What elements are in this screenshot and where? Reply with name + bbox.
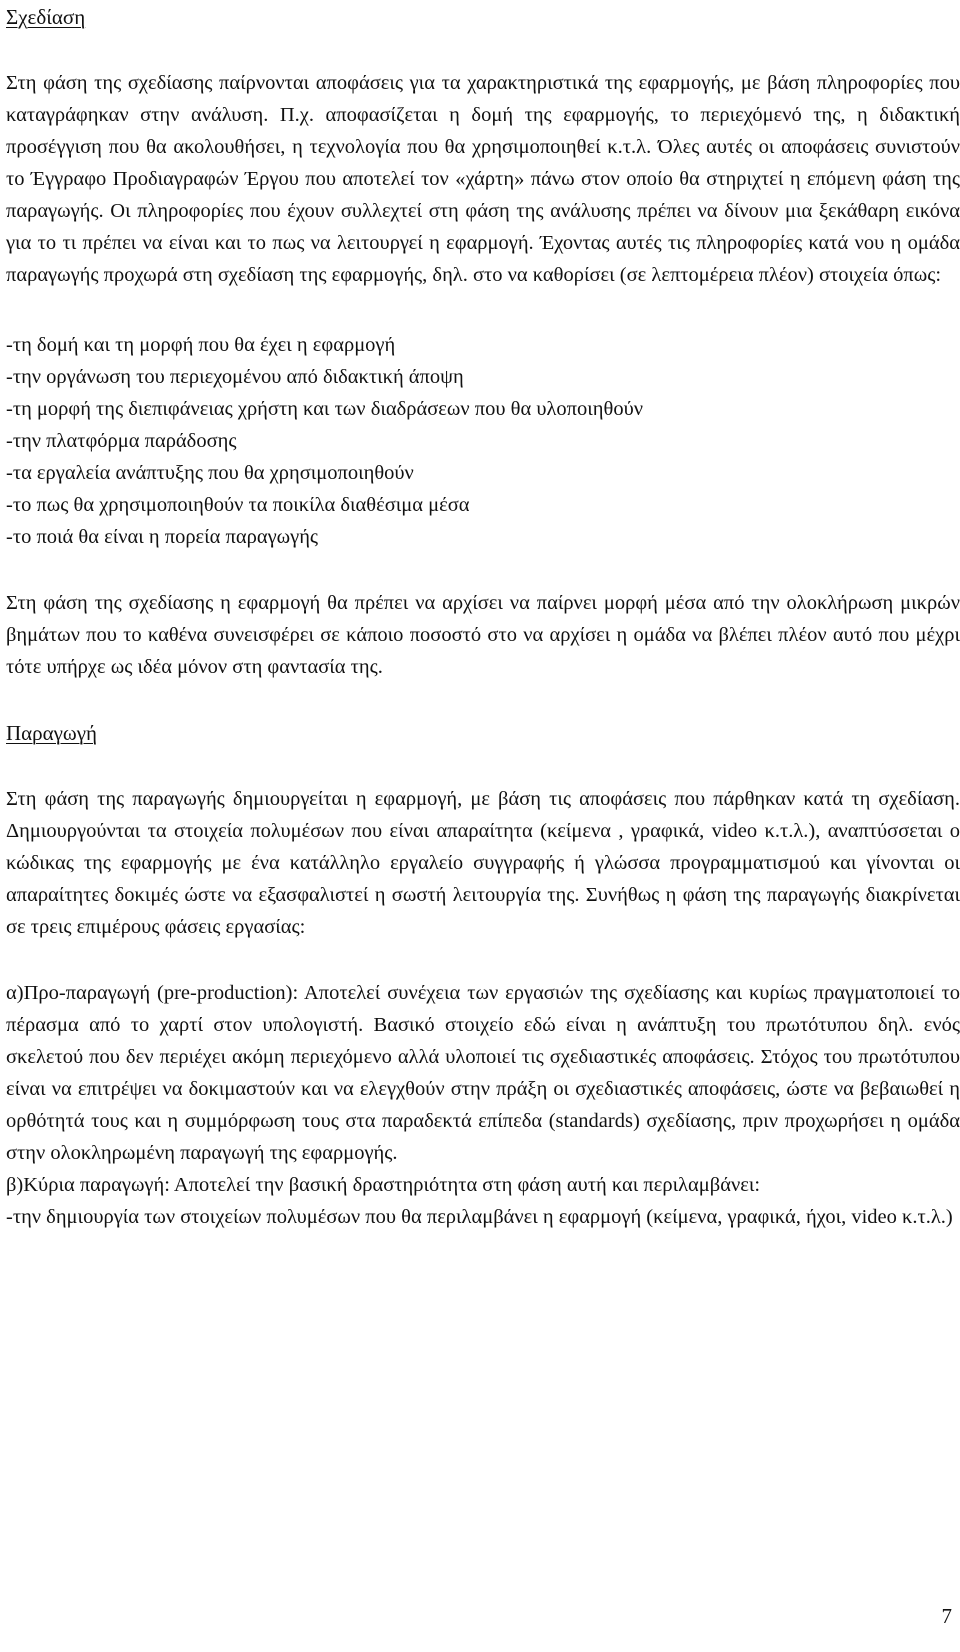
design-closing-paragraph: Στη φάση της σχεδίασης η εφαρμογή θα πρέπει να αρχίσει να παίρνει μορφή μέσα από την ολοκλήρωση μικρών βημάτων που το καθένα συνεισφέρει σε κάποιο ποσοστό στο να αρχίσει η ομάδα να βλέπει πλέον αυτό που μέχρι τότε υπήρχε ως ιδέα μόνον στη φαντασία της. bbox=[6, 592, 960, 678]
page-number: 7 bbox=[941, 1604, 952, 1628]
list-item: -τα εργαλεία ανάπτυξης που θα χρησιμοποιηθούν bbox=[6, 462, 414, 484]
list-item: -το ποιά θα είναι η πορεία παραγωγής bbox=[6, 526, 319, 548]
section-heading-design: Σχεδίαση bbox=[6, 5, 86, 29]
list-item: -την οργάνωση του περιεχομένου από διδακτική άποψη bbox=[6, 366, 464, 388]
design-intro-paragraph: Στη φάση της σχεδίασης παίρνονται αποφάσεις για τα χαρακτηριστικά της εφαρμογής, με βάση πληροφορίες που καταγράφηκαν στην ανάλυση. Π.χ. αποφασίζεται η δομή της εφαρμογής, το περιεχόμενό της, η διδακτική προσέγγιση που θα ακολουθήσει, η τεχνολογία που θα χρησιμοποιηθεί κ.τ.λ. Όλες αυτές οι αποφάσεις συνιστούν το Έγγραφο Προδιαγραφών Έργου που αποτελεί τον «χάρτη» πάνω στον οποίο θα στηριχτεί η επόμενη φάση της παραγωγής. Οι πληροφορίες που έχουν συλλεχτεί στη φάση της ανάλυσης πρέπει να δίνουν μια ξεκάθαρη εικόνα για το τι πρέπει να είναι και το πως να λειτουργεί η εφαρμογή. Έχοντας αυτές τις πληροφορίες κατά νου η ομάδα παραγωγής προχωρά στη σχεδίαση της εφαρμογής, δηλ. στο να καθορίσει (σε λεπτομέρεια πλέον) στοιχεία όπως: bbox=[6, 72, 960, 286]
document-page bbox=[6, 0, 960, 1233]
main-production-paragraph: β)Κύρια παραγωγή: Αποτελεί την βασική δραστηριότητα στη φάση αυτή και περιλαμβάνει: bbox=[6, 1174, 761, 1196]
main-production-item: -την δημιουργία των στοιχείων πολυμέσων που θα περιλαμβάνει η εφαρμογή (κείμενα, γραφικά, ήχοι, video κ.τ.λ.) bbox=[6, 1206, 953, 1228]
list-item: -το πως θα χρησιμοποιηθούν τα ποικίλα διαθέσιμα μέσα bbox=[6, 494, 470, 516]
production-intro-paragraph: Στη φάση της παραγωγής δημιουργείται η εφαρμογή, με βάση τις αποφάσεις που πάρθηκαν κατά τη σχεδίαση. Δημιουργούνται τα στοιχεία πολυμέσων που είναι απαραίτητα (κείμενα , γραφικά, video κ.τ.λ.), αναπτύσσεται ο κώδικας της εφαρμογής με ένα κατάλληλο εργαλείο συγγραφής ή γλώσσα προγραμματισμού και γίνονται οι απαραίτητες δοκιμές ώστε να εξασφαλιστεί η σωστή λειτουργία της. Συνήθως η φάση της παραγωγής διακρίνεται σε τρεις επιμέρους φάσεις εργασίας: bbox=[6, 788, 960, 938]
design-elements-list bbox=[6, 329, 960, 553]
list-item: -τη δομή και τη μορφή που θα έχει η εφαρμογή bbox=[6, 334, 396, 356]
list-item: -την πλατφόρμα παράδοσης bbox=[6, 430, 237, 452]
pre-production-paragraph: α)Προ-παραγωγή (pre-production): Αποτελεί συνέχεια των εργασιών της σχεδίασης και κυρίως πραγματοποιεί το πέρασμα από το χαρτί στον υπολογιστή. Βασικό στοιχείο εδώ είναι η ανάπτυξη του πρωτότυπου δηλ. ενός σκελετού που δεν περιέχει ακόμη περιεχόμενο αλλά υλοποιεί τις σχεδιαστικές αποφάσεις. Στόχος του πρωτότυπου είναι να επιτρέψει να δοκιμαστούν και να ελεγχθούν στην πράξη οι σχεδιαστικές αποφάσεις, ώστε να βεβαιωθεί η ορθότητά τους και η συμμόρφωση τους στα παραδεκτά επίπεδα (standards) σχεδίασης, πριν προχωρήσει η ομάδα στην ολοκληρωμένη παραγωγή της εφαρμογής. bbox=[6, 982, 960, 1164]
section-heading-production: Παραγωγή bbox=[6, 721, 98, 745]
list-item: -τη μορφή της διεπιφάνειας χρήστη και των διαδράσεων που θα υλοποιηθούν bbox=[6, 398, 644, 420]
